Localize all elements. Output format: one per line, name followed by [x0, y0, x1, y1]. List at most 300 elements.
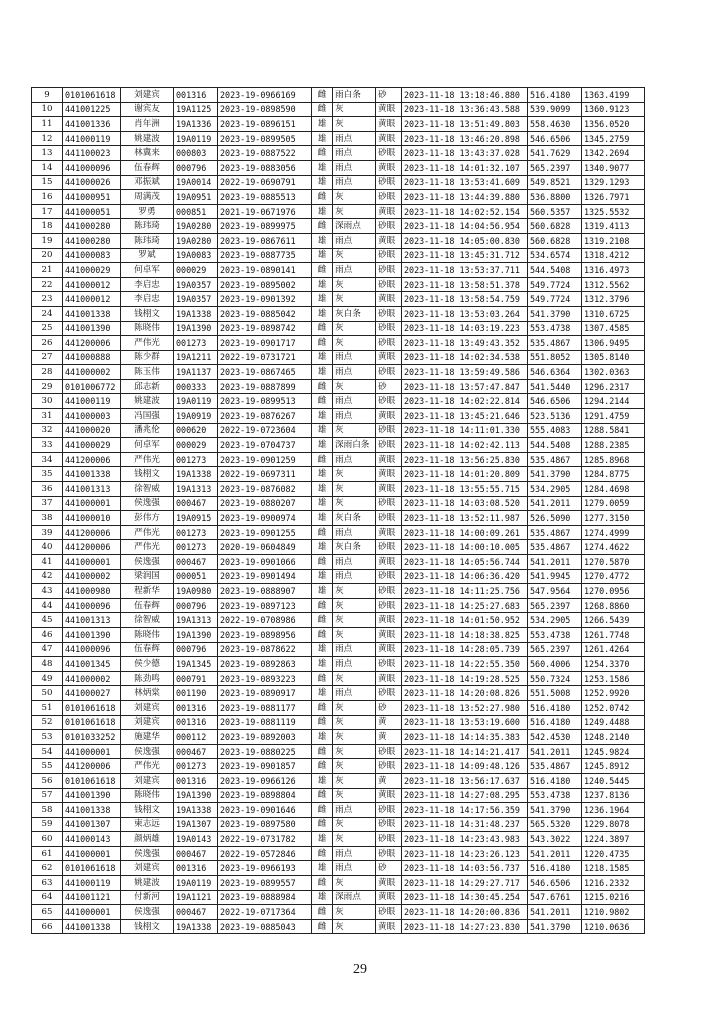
name-cell: 彭伟方: [121, 511, 174, 526]
eye-cell: 砂眼: [376, 657, 402, 672]
ring-number-cell: 2023-19-0867611: [218, 233, 312, 248]
loft-id-cell: 19A1211: [174, 350, 218, 365]
name-cell: 陈劲鸣: [121, 671, 174, 686]
rank-cell: 53: [32, 730, 63, 745]
eye-cell: 黄眼: [376, 482, 402, 497]
rank-cell: 56: [32, 773, 63, 788]
table-row: [32, 423, 645, 438]
name-cell: 冯国强: [121, 409, 174, 424]
rank-cell: 35: [32, 467, 63, 482]
sex-cell: 雄: [312, 131, 333, 146]
ring-number-cell: 2023-19-0880225: [218, 744, 312, 759]
eye-cell: 黄眼: [376, 160, 402, 175]
name-cell: 严伟光: [121, 452, 174, 467]
table-row: [32, 773, 645, 788]
table-row: [32, 919, 645, 934]
rank-cell: 18: [32, 219, 63, 234]
sex-cell: 雌: [312, 803, 333, 818]
rank-cell: 45: [32, 613, 63, 628]
distance-cell: 560.6828: [528, 219, 582, 234]
loft-id-cell: 000112: [174, 730, 218, 745]
eye-cell: 砂眼: [376, 511, 402, 526]
eye-cell: 黄眼: [376, 627, 402, 642]
loft-id-cell: 19A0083: [174, 248, 218, 263]
loft-id-cell: 19A0951: [174, 190, 218, 205]
member-id-cell: 441000001: [63, 555, 121, 570]
arrival-time-cell: 2023-11-18 14:14:35.383: [402, 730, 528, 745]
arrival-time-cell: 2023-11-18 13:45:31.712: [402, 248, 528, 263]
loft-id-cell: 000029: [174, 263, 218, 278]
rank-cell: 59: [32, 817, 63, 832]
eye-cell: 黄眼: [376, 613, 402, 628]
member-id-cell: 441000096: [63, 598, 121, 613]
distance-cell: 560.4006: [528, 657, 582, 672]
ring-number-cell: 2022-19-0697311: [218, 467, 312, 482]
distance-cell: 516.4180: [528, 700, 582, 715]
member-id-cell: 441001121: [63, 890, 121, 905]
arrival-time-cell: 2023-11-18 13:55:55.715: [402, 482, 528, 497]
table-row: [32, 861, 645, 876]
speed-cell: 1268.8860: [582, 598, 645, 613]
rank-cell: 57: [32, 788, 63, 803]
name-cell: 何卓军: [121, 438, 174, 453]
rank-cell: 25: [32, 321, 63, 336]
eye-cell: 黄眼: [376, 919, 402, 934]
distance-cell: 541.3790: [528, 919, 582, 934]
loft-id-cell: 001316: [174, 773, 218, 788]
speed-cell: 1284.8775: [582, 467, 645, 482]
distance-cell: 535.4867: [528, 540, 582, 555]
ring-number-cell: 2023-19-0898742: [218, 321, 312, 336]
loft-id-cell: 19A1336: [174, 117, 218, 132]
speed-cell: 1210.0636: [582, 919, 645, 934]
arrival-time-cell: 2023-11-18 13:43:37.028: [402, 146, 528, 161]
member-id-cell: 441200006: [63, 540, 121, 555]
member-id-cell: 441000096: [63, 642, 121, 657]
sex-cell: 雄: [312, 730, 333, 745]
ring-number-cell: 2023-19-0895002: [218, 277, 312, 292]
sex-cell: 雌: [312, 846, 333, 861]
sex-cell: 雄: [312, 584, 333, 599]
loft-id-cell: 000791: [174, 671, 218, 686]
loft-id-cell: 001273: [174, 525, 218, 540]
member-id-cell: 441000280: [63, 219, 121, 234]
table-row: [32, 394, 645, 409]
sex-cell: 雌: [312, 555, 333, 570]
member-id-cell: 441000119: [63, 131, 121, 146]
distance-cell: 553.4738: [528, 788, 582, 803]
loft-id-cell: 19A0280: [174, 233, 218, 248]
loft-id-cell: 001273: [174, 452, 218, 467]
color-cell: 灰: [333, 467, 376, 482]
rank-cell: 36: [32, 482, 63, 497]
loft-id-cell: 19A0357: [174, 292, 218, 307]
arrival-time-cell: 2023-11-18 14:29:27.717: [402, 876, 528, 891]
ring-number-cell: 2023-19-0887735: [218, 248, 312, 263]
arrival-time-cell: 2023-11-18 13:44:39.880: [402, 190, 528, 205]
color-cell: 灰: [333, 598, 376, 613]
member-id-cell: 441000002: [63, 365, 121, 380]
loft-id-cell: 19A1137: [174, 365, 218, 380]
arrival-time-cell: 2023-11-18 14:03:19.223: [402, 321, 528, 336]
name-cell: 陈少群: [121, 350, 174, 365]
table-row: [32, 730, 645, 745]
speed-cell: 1229.8078: [582, 817, 645, 832]
table-row: [32, 190, 645, 205]
color-cell: 灰: [333, 715, 376, 730]
distance-cell: 547.9564: [528, 584, 582, 599]
table-row: [32, 890, 645, 905]
member-id-cell: 441001338: [63, 467, 121, 482]
ring-number-cell: 2023-19-0897580: [218, 817, 312, 832]
speed-cell: 1266.5439: [582, 613, 645, 628]
loft-id-cell: 001190: [174, 686, 218, 701]
member-id-cell: 441001345: [63, 657, 121, 672]
rank-cell: 51: [32, 700, 63, 715]
eye-cell: 砂: [376, 700, 402, 715]
rank-cell: 14: [32, 160, 63, 175]
loft-id-cell: 19A1125: [174, 102, 218, 117]
rank-cell: 33: [32, 438, 63, 453]
loft-id-cell: 19A1338: [174, 467, 218, 482]
loft-id-cell: 000467: [174, 905, 218, 920]
member-id-cell: 441001338: [63, 919, 121, 934]
table-row: [32, 817, 645, 832]
color-cell: 雨点: [333, 642, 376, 657]
loft-id-cell: 000333: [174, 379, 218, 394]
loft-id-cell: 19A1338: [174, 803, 218, 818]
name-cell: 侯逸强: [121, 905, 174, 920]
rank-cell: 66: [32, 919, 63, 934]
name-cell: 伍春辉: [121, 598, 174, 613]
speed-cell: 1252.0742: [582, 700, 645, 715]
table-row: [32, 204, 645, 219]
sex-cell: 雄: [312, 233, 333, 248]
member-id-cell: 441000001: [63, 846, 121, 861]
table-row: [32, 540, 645, 555]
sex-cell: 雄: [312, 423, 333, 438]
arrival-time-cell: 2023-11-18 13:51:49.803: [402, 117, 528, 132]
speed-cell: 1270.5870: [582, 555, 645, 570]
table-row: [32, 248, 645, 263]
member-id-cell: 441000002: [63, 569, 121, 584]
speed-cell: 1270.0956: [582, 584, 645, 599]
sex-cell: 雄: [312, 292, 333, 307]
distance-cell: 534.2905: [528, 613, 582, 628]
rank-cell: 64: [32, 890, 63, 905]
arrival-time-cell: 2023-11-18 14:20:00.836: [402, 905, 528, 920]
color-cell: 深雨点: [333, 219, 376, 234]
distance-cell: 534.6574: [528, 248, 582, 263]
speed-cell: 1288.2385: [582, 438, 645, 453]
sex-cell: 雌: [312, 394, 333, 409]
arrival-time-cell: 2023-11-18 14:17:56.359: [402, 803, 528, 818]
distance-cell: 541.2011: [528, 555, 582, 570]
eye-cell: 砂: [376, 88, 402, 103]
table-row: [32, 555, 645, 570]
color-cell: 灰: [333, 744, 376, 759]
table-row: [32, 117, 645, 132]
color-cell: 灰: [333, 613, 376, 628]
loft-id-cell: 19A0915: [174, 511, 218, 526]
name-cell: 严伟光: [121, 336, 174, 351]
rank-cell: 28: [32, 365, 63, 380]
member-id-cell: 0101061618: [63, 88, 121, 103]
member-id-cell: 441000119: [63, 394, 121, 409]
member-id-cell: 441100023: [63, 146, 121, 161]
table-row: [32, 263, 645, 278]
name-cell: 姚建波: [121, 131, 174, 146]
arrival-time-cell: 2023-11-18 14:27:23.830: [402, 919, 528, 934]
distance-cell: 516.4180: [528, 861, 582, 876]
rank-cell: 54: [32, 744, 63, 759]
name-cell: 颜炳雄: [121, 832, 174, 847]
ring-number-cell: 2023-19-0883056: [218, 160, 312, 175]
rank-cell: 17: [32, 204, 63, 219]
speed-cell: 1274.4999: [582, 525, 645, 540]
color-cell: 灰白条: [333, 540, 376, 555]
loft-id-cell: 000620: [174, 423, 218, 438]
distance-cell: 547.6761: [528, 890, 582, 905]
arrival-time-cell: 2023-11-18 13:46:20.898: [402, 131, 528, 146]
distance-cell: 551.8052: [528, 350, 582, 365]
rank-cell: 65: [32, 905, 63, 920]
speed-cell: 1248.2140: [582, 730, 645, 745]
speed-cell: 1224.3897: [582, 832, 645, 847]
arrival-time-cell: 2023-11-18 14:11:25.756: [402, 584, 528, 599]
speed-cell: 1319.4113: [582, 219, 645, 234]
rank-cell: 63: [32, 876, 63, 891]
arrival-time-cell: 2023-11-18 13:56:17.637: [402, 773, 528, 788]
ring-number-cell: 2023-19-0888907: [218, 584, 312, 599]
sex-cell: 雄: [312, 365, 333, 380]
sex-cell: 雌: [312, 744, 333, 759]
table-row: [32, 905, 645, 920]
rank-cell: 58: [32, 803, 63, 818]
member-id-cell: 441001338: [63, 803, 121, 818]
sex-cell: 雌: [312, 146, 333, 161]
rank-cell: 48: [32, 657, 63, 672]
color-cell: 灰: [333, 379, 376, 394]
color-cell: 雨点: [333, 365, 376, 380]
eye-cell: 砂: [376, 861, 402, 876]
color-cell: 雨点: [333, 175, 376, 190]
distance-cell: 526.5090: [528, 511, 582, 526]
rank-cell: 38: [32, 511, 63, 526]
distance-cell: 536.8800: [528, 190, 582, 205]
sex-cell: 雄: [312, 482, 333, 497]
name-cell: 邱志新: [121, 379, 174, 394]
speed-cell: 1360.9123: [582, 102, 645, 117]
speed-cell: 1261.4264: [582, 642, 645, 657]
distance-cell: 539.9099: [528, 102, 582, 117]
table-row: [32, 876, 645, 891]
loft-id-cell: 19A1390: [174, 321, 218, 336]
speed-cell: 1288.5841: [582, 423, 645, 438]
member-id-cell: 441001313: [63, 482, 121, 497]
member-id-cell: 441001390: [63, 321, 121, 336]
ring-number-cell: 2023-19-0881119: [218, 715, 312, 730]
member-id-cell: 441000002: [63, 671, 121, 686]
rank-cell: 34: [32, 452, 63, 467]
ring-number-cell: 2023-19-0880207: [218, 496, 312, 511]
color-cell: 灰: [333, 321, 376, 336]
name-cell: 李启忠: [121, 292, 174, 307]
speed-cell: 1253.1586: [582, 671, 645, 686]
rank-cell: 43: [32, 584, 63, 599]
color-cell: 灰: [333, 905, 376, 920]
name-cell: 陈玉伟: [121, 365, 174, 380]
color-cell: 雨点: [333, 569, 376, 584]
ring-number-cell: 2022-19-0690791: [218, 175, 312, 190]
speed-cell: 1270.4772: [582, 569, 645, 584]
name-cell: 徐智威: [121, 613, 174, 628]
eye-cell: 黄眼: [376, 452, 402, 467]
color-cell: 灰: [333, 584, 376, 599]
color-cell: 灰: [333, 759, 376, 774]
eye-cell: 砂眼: [376, 744, 402, 759]
color-cell: 灰白条: [333, 511, 376, 526]
eye-cell: 黄眼: [376, 671, 402, 686]
member-id-cell: 441001336: [63, 117, 121, 132]
name-cell: 伍春辉: [121, 160, 174, 175]
rank-cell: 32: [32, 423, 63, 438]
arrival-time-cell: 2023-11-18 14:03:56.737: [402, 861, 528, 876]
table-row: [32, 846, 645, 861]
rank-cell: 62: [32, 861, 63, 876]
name-cell: 侯逸强: [121, 555, 174, 570]
member-id-cell: 441001338: [63, 306, 121, 321]
distance-cell: 541.3790: [528, 306, 582, 321]
sex-cell: 雌: [312, 759, 333, 774]
table-row: [32, 379, 645, 394]
eye-cell: 砂眼: [376, 263, 402, 278]
rank-cell: 19: [32, 233, 63, 248]
ring-number-cell: 2023-19-0888984: [218, 890, 312, 905]
distance-cell: 551.5008: [528, 686, 582, 701]
color-cell: 雨点: [333, 686, 376, 701]
ring-number-cell: 2023-19-0896151: [218, 117, 312, 132]
arrival-time-cell: 2023-11-18 14:02:42.113: [402, 438, 528, 453]
loft-id-cell: 000796: [174, 160, 218, 175]
arrival-time-cell: 2023-11-18 14:06:36.420: [402, 569, 528, 584]
rank-cell: 22: [32, 277, 63, 292]
color-cell: 深雨白条: [333, 438, 376, 453]
speed-cell: 1216.2332: [582, 876, 645, 891]
speed-cell: 1284.4698: [582, 482, 645, 497]
arrival-time-cell: 2023-11-18 14:22:55.350: [402, 657, 528, 672]
sex-cell: 雄: [312, 306, 333, 321]
member-id-cell: 441000026: [63, 175, 121, 190]
name-cell: 侯逸强: [121, 744, 174, 759]
arrival-time-cell: 2023-11-18 14:01:32.107: [402, 160, 528, 175]
loft-id-cell: 19A1345: [174, 657, 218, 672]
color-cell: 灰: [333, 204, 376, 219]
arrival-time-cell: 2023-11-18 14:01:50.952: [402, 613, 528, 628]
table-row: [32, 321, 645, 336]
table-row: [32, 350, 645, 365]
name-cell: 陈玮琦: [121, 219, 174, 234]
table-row: [32, 482, 645, 497]
member-id-cell: 441000029: [63, 263, 121, 278]
speed-cell: 1252.9920: [582, 686, 645, 701]
loft-id-cell: 19A0980: [174, 584, 218, 599]
loft-id-cell: 19A1307: [174, 817, 218, 832]
arrival-time-cell: 2023-11-18 13:57:47.847: [402, 379, 528, 394]
member-id-cell: 441000001: [63, 744, 121, 759]
eye-cell: 黄眼: [376, 350, 402, 365]
speed-cell: 1342.2694: [582, 146, 645, 161]
table-row: [32, 467, 645, 482]
ring-number-cell: 2023-19-0901066: [218, 555, 312, 570]
color-cell: 雨点: [333, 409, 376, 424]
speed-cell: 1210.9802: [582, 905, 645, 920]
name-cell: 柬志远: [121, 817, 174, 832]
rank-cell: 52: [32, 715, 63, 730]
sex-cell: 雌: [312, 905, 333, 920]
eye-cell: 黄眼: [376, 117, 402, 132]
speed-cell: 1302.0363: [582, 365, 645, 380]
speed-cell: 1249.4488: [582, 715, 645, 730]
color-cell: 灰: [333, 482, 376, 497]
distance-cell: 534.2905: [528, 482, 582, 497]
distance-cell: 549.8521: [528, 175, 582, 190]
table-row: [32, 292, 645, 307]
ring-number-cell: 2023-19-0900974: [218, 511, 312, 526]
member-id-cell: 441000012: [63, 292, 121, 307]
member-id-cell: 441000027: [63, 686, 121, 701]
arrival-time-cell: 2023-11-18 13:53:37.711: [402, 263, 528, 278]
speed-cell: 1291.4759: [582, 409, 645, 424]
distance-cell: 544.5408: [528, 263, 582, 278]
eye-cell: 砂眼: [376, 846, 402, 861]
ring-number-cell: 2023-19-0898590: [218, 102, 312, 117]
sex-cell: 雌: [312, 876, 333, 891]
eye-cell: 砂眼: [376, 584, 402, 599]
member-id-cell: 441000020: [63, 423, 121, 438]
eye-cell: 黄眼: [376, 467, 402, 482]
distance-cell: 546.6506: [528, 131, 582, 146]
arrival-time-cell: 2023-11-18 14:28:05.739: [402, 642, 528, 657]
loft-id-cell: 19A1390: [174, 627, 218, 642]
speed-cell: 1277.3150: [582, 511, 645, 526]
loft-id-cell: 001273: [174, 759, 218, 774]
results-table: [31, 87, 645, 934]
color-cell: 灰: [333, 817, 376, 832]
member-id-cell: 0101061618: [63, 861, 121, 876]
color-cell: 深雨点: [333, 890, 376, 905]
distance-cell: 555.4083: [528, 423, 582, 438]
member-id-cell: 441000001: [63, 496, 121, 511]
name-cell: 陈晓伟: [121, 321, 174, 336]
table-row: [32, 365, 645, 380]
table-row: [32, 627, 645, 642]
arrival-time-cell: 2023-11-18 14:04:56.954: [402, 219, 528, 234]
arrival-time-cell: 2023-11-18 14:25:27.683: [402, 598, 528, 613]
member-id-cell: 441000096: [63, 160, 121, 175]
eye-cell: 砂眼: [376, 803, 402, 818]
color-cell: 雨点: [333, 861, 376, 876]
loft-id-cell: 19A1338: [174, 306, 218, 321]
eye-cell: 砂眼: [376, 423, 402, 438]
eye-cell: 砂眼: [376, 569, 402, 584]
name-cell: 刘建宾: [121, 700, 174, 715]
rank-cell: 41: [32, 555, 63, 570]
table-row: [32, 511, 645, 526]
name-cell: 肖年洲: [121, 117, 174, 132]
distance-cell: 541.2011: [528, 744, 582, 759]
arrival-time-cell: 2023-11-18 13:52:11.987: [402, 511, 528, 526]
